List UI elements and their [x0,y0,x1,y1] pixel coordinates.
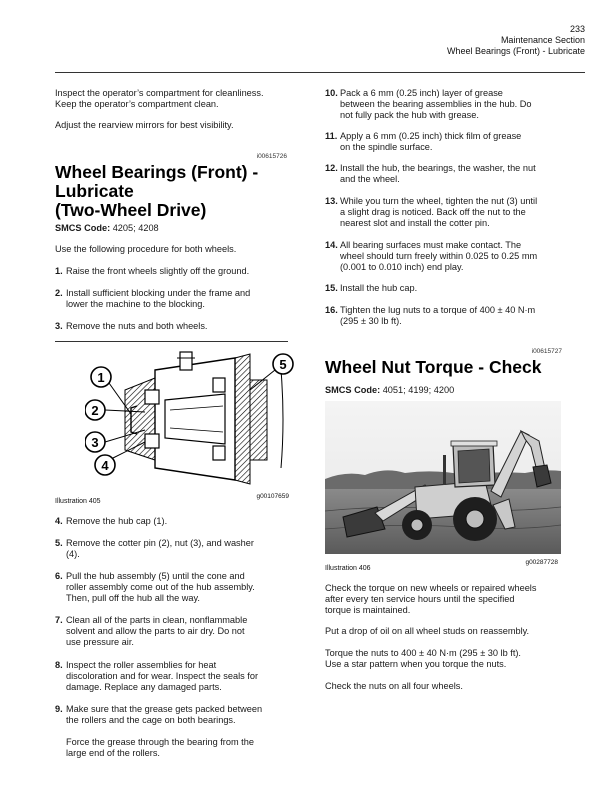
intro-line-1: Inspect the operator’s compartment for cleanliness. [55,88,264,98]
torque-para-4: Check the nuts on all four wheels. [325,681,463,691]
torque-smcs-code [325,385,454,396]
step-9-note: Force the grease through the bearing from the large end of the rollers. [66,737,254,759]
illustration-406-code: g00287728 [525,559,558,566]
page-number: 233 [569,24,585,34]
torque-smcs-value: 4051; 4199; 4200 [382,385,455,395]
left-column: Inspect the operator’s compartment for cleanliness. Keep the operator’s compartment clean. Adjust the rearview mirrors for best visibility. i00615726 Wheel Bearings (Front) - Lubricate (Two-Wheel Drive) SMCS Code: 4205; 4208 Use the following procedure for both wheels. 1. Raise the front wheels slightly off the ground. 2. Install sufficient blocking under the frame and lower the machine to the blocking. 3. Remove the nuts and both wheels. 1 2 3 4 5 Illustration 405 g00107659 4. Remove the hub cap (1). 5. Remove the cotter pin (2), nut (3), and washer (4). 6. Pull the hub assembly (5) until the cone and roller assembly come out of the hub assembly. Then, pull off the hub all the way. 7. Clean all of the parts in clean, nonflammable solvent and allow the parts to air dry. Do not use pressure air. 8. Inspect the roller assemblies for heat discoloration and for wear. Inspect the seals for damage. Replace any damaged parts. 9. Make sure that the grease gets packed between the rollers and the cage on both bearings. Force the grease through the bearing from the large end of the rollers. [55,0,295,792]
callout-1: 1 [97,370,105,385]
torque-para-1: Check the torque on new wheels or repaired wheels after every ten service hours until the specified torque is maintained. [325,583,537,616]
torque-para-2: Put a drop of oil on all wheel studs on reassembly. [325,626,530,636]
torque-para-3: Torque the nuts to 400 ± 40 N·m (295 ± 30 lb ft). Use a star pattern when you torque the nuts. [325,648,521,670]
right-column: 10. Pack a 6 mm (0.25 inch) layer of grease between the bearing assemblies in the hub. Do not fully pack the hub with grease. 11. Apply a 6 mm (0.25 inch) thick film of grease on the spindle surface. 12. Install the hub, the bearings, the washer, the nut and the wheel. 13. While you turn the wheel, tighten the nut (3) until a slight drag is noticed. Back off the nut to the nearest slot and install the cotter pin. 14. All bearing surfaces must make contact. The wheel should turn freely within 0.025 to 0.25 mm (0.001 to 0.010 inch) end play. 15. Install the hub cap. 16. Tighten the lug nuts to a torque of 400 ± 40 N·m (295 ± 30 lb ft). i00615727 Wheel Nut Torque - Check SMCS Code: 4051; 4199; 4200 Illustration 406 g00287728 Check the torque on new wheels or repaired wheels after every ten service hours until the specified torque is maintained. Put a drop of oil on all wheel studs on reassembly. Torque the nuts to 400 ± 40 N·m (295 ± 30 lb ft). Use a star pattern when you torque the nuts. Check the nuts on all four wheels. [325,88,562,691]
backhoe-loader-photo [325,401,561,554]
section-heading [55,163,258,220]
callout-5: 5 [279,357,287,372]
torque-smcs-label: SMCS Code: [325,385,381,395]
torque-ref-id: i00615727 [531,348,562,355]
illustration-top-rule [55,341,288,342]
illustration-406-caption: Illustration 406 [325,565,371,572]
topic-title: Wheel Bearings (Front) - Lubricate [446,46,585,56]
heading-line-3: (Two-Wheel Drive) [55,200,207,220]
heading-line-1: Wheel Bearings (Front) - [55,162,259,182]
callout-4: 4 [101,458,109,473]
intro-line-2: Keep the operator’s compartment clean. [55,99,219,109]
torque-heading: Wheel Nut Torque - Check [325,357,542,377]
illustration-405-caption: Illustration 405 [55,498,101,505]
heading-line-2: Lubricate [55,181,134,201]
smcs-label: SMCS Code: [55,223,111,233]
intro-line-3: Adjust the rearview mirrors for best visibility. [55,120,234,130]
section-title: Maintenance Section [500,35,585,45]
smcs-value: 4205; 4208 [112,223,159,233]
smcs-code [55,223,159,234]
illustration-405-code: g00107659 [256,493,289,500]
hub-assembly-illustration [85,350,297,488]
procedure-intro: Use the following procedure for both wheels. [55,244,237,254]
section-ref-id: i00615726 [256,153,287,160]
callout-3: 3 [91,435,99,450]
callout-2: 2 [91,403,99,418]
